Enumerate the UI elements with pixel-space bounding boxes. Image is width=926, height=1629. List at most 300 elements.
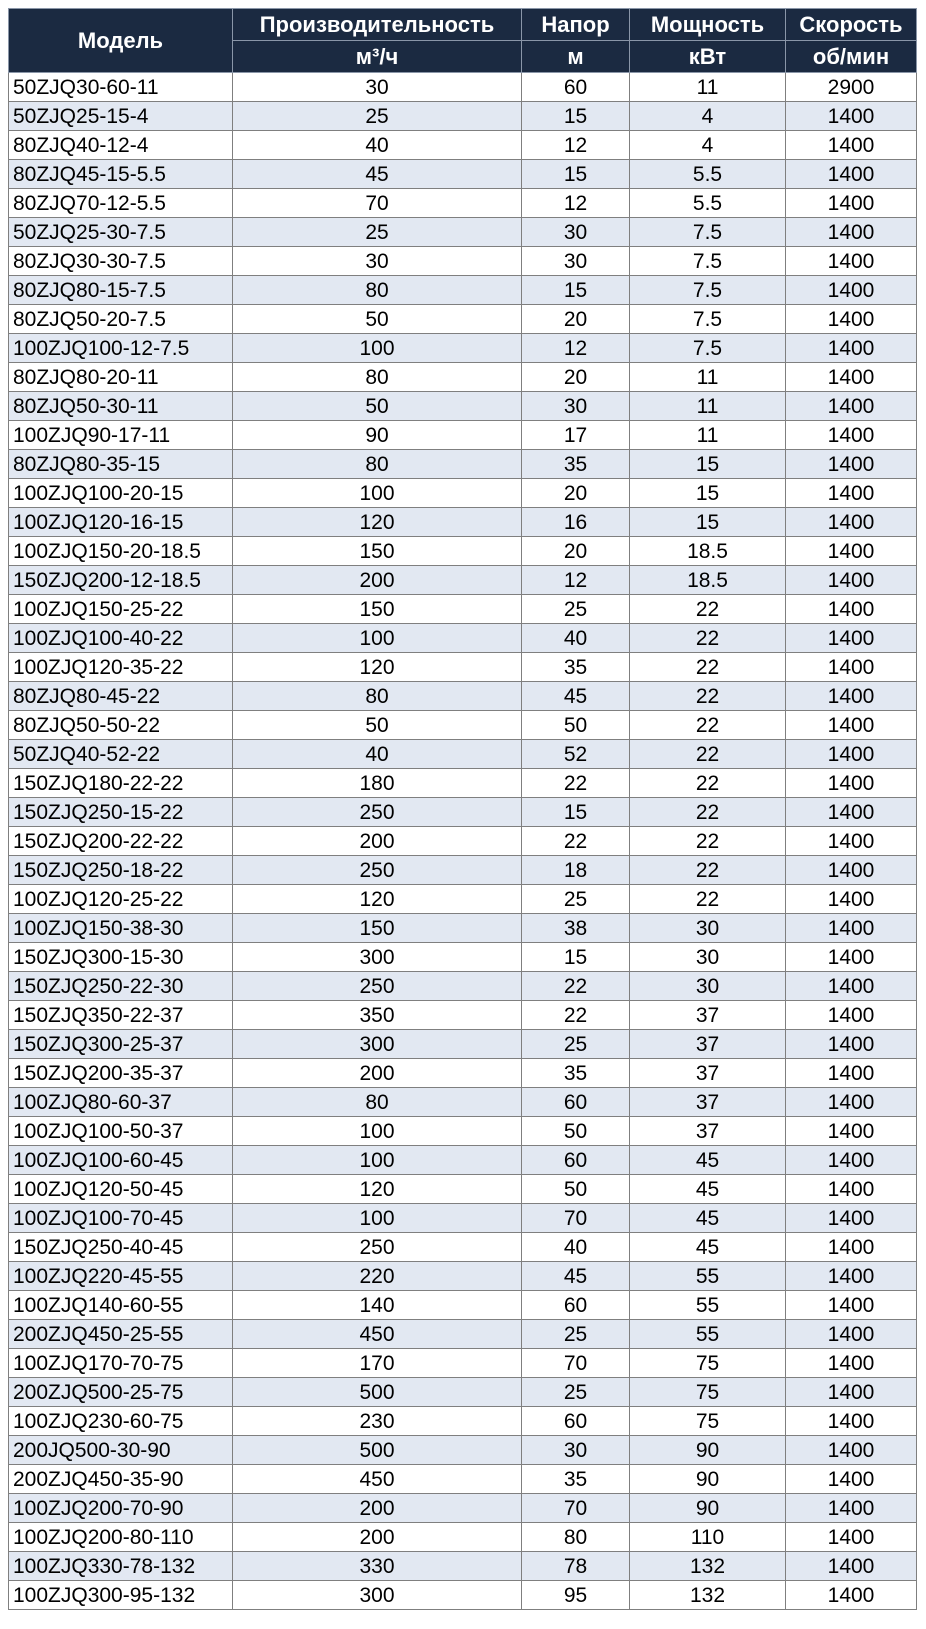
head-cell: 70 xyxy=(522,1494,630,1523)
table-row xyxy=(9,392,917,421)
flow-cell: 200 xyxy=(233,1494,522,1523)
model-cell: 200ZJQ450-25-55 xyxy=(9,1320,233,1349)
power-cell: 15 xyxy=(630,508,786,537)
model-cell: 80ZJQ45-15-5.5 xyxy=(9,160,233,189)
flow-cell: 450 xyxy=(233,1465,522,1494)
model-cell: 50ZJQ30-60-11 xyxy=(9,73,233,102)
table-row xyxy=(9,479,917,508)
flow-cell: 330 xyxy=(233,1552,522,1581)
power-cell: 22 xyxy=(630,769,786,798)
table-row xyxy=(9,1262,917,1291)
speed-cell: 1400 xyxy=(786,1523,917,1552)
model-cell: 150ZJQ300-15-30 xyxy=(9,943,233,972)
table-row xyxy=(9,1320,917,1349)
table-row xyxy=(9,1494,917,1523)
flow-cell: 50 xyxy=(233,392,522,421)
power-cell: 37 xyxy=(630,1030,786,1059)
flow-cell: 100 xyxy=(233,479,522,508)
speed-cell: 1400 xyxy=(786,682,917,711)
head-cell: 20 xyxy=(522,305,630,334)
head-cell: 70 xyxy=(522,1204,630,1233)
head-cell: 35 xyxy=(522,653,630,682)
head-cell: 20 xyxy=(522,537,630,566)
model-cell: 200JQ500-30-90 xyxy=(9,1436,233,1465)
table-row xyxy=(9,1204,917,1233)
head-cell: 30 xyxy=(522,247,630,276)
model-cell: 100ZJQ230-60-75 xyxy=(9,1407,233,1436)
model-cell: 100ZJQ100-50-37 xyxy=(9,1117,233,1146)
power-cell: 7.5 xyxy=(630,305,786,334)
head-cell: 60 xyxy=(522,1291,630,1320)
speed-cell: 1400 xyxy=(786,827,917,856)
table-row xyxy=(9,856,917,885)
head-cell: 15 xyxy=(522,276,630,305)
power-cell: 30 xyxy=(630,972,786,1001)
flow-cell: 30 xyxy=(233,73,522,102)
model-cell: 50ZJQ25-15-4 xyxy=(9,102,233,131)
model-cell: 100ZJQ120-16-15 xyxy=(9,508,233,537)
power-cell: 22 xyxy=(630,653,786,682)
speed-column-header: Скорость xyxy=(786,9,917,41)
power-cell: 37 xyxy=(630,1001,786,1030)
speed-cell: 1400 xyxy=(786,102,917,131)
flow-cell: 80 xyxy=(233,682,522,711)
power-cell: 22 xyxy=(630,711,786,740)
flow-cell: 80 xyxy=(233,450,522,479)
power-cell: 7.5 xyxy=(630,218,786,247)
model-cell: 100ZJQ100-40-22 xyxy=(9,624,233,653)
model-cell: 80ZJQ50-20-7.5 xyxy=(9,305,233,334)
power-cell: 22 xyxy=(630,624,786,653)
model-cell: 150ZJQ250-18-22 xyxy=(9,856,233,885)
head-unit: м xyxy=(522,41,630,73)
head-cell: 38 xyxy=(522,914,630,943)
speed-cell: 1400 xyxy=(786,276,917,305)
table-row xyxy=(9,914,917,943)
speed-cell: 1400 xyxy=(786,1001,917,1030)
power-cell: 45 xyxy=(630,1175,786,1204)
flow-cell: 80 xyxy=(233,1088,522,1117)
flow-cell: 40 xyxy=(233,740,522,769)
model-cell: 150ZJQ200-22-22 xyxy=(9,827,233,856)
power-cell: 45 xyxy=(630,1146,786,1175)
flow-cell: 80 xyxy=(233,276,522,305)
head-cell: 17 xyxy=(522,421,630,450)
flow-cell: 230 xyxy=(233,1407,522,1436)
flow-cell: 250 xyxy=(233,1233,522,1262)
speed-cell: 1400 xyxy=(786,1494,917,1523)
power-cell: 11 xyxy=(630,392,786,421)
table-row xyxy=(9,595,917,624)
head-cell: 22 xyxy=(522,827,630,856)
head-cell: 18 xyxy=(522,856,630,885)
table-body xyxy=(9,73,917,1610)
flow-cell: 100 xyxy=(233,334,522,363)
head-cell: 20 xyxy=(522,479,630,508)
model-cell: 100ZJQ200-80-110 xyxy=(9,1523,233,1552)
flow-cell: 90 xyxy=(233,421,522,450)
pump-specs-table xyxy=(8,8,917,1610)
model-cell: 80ZJQ80-20-11 xyxy=(9,363,233,392)
model-cell: 200ZJQ450-35-90 xyxy=(9,1465,233,1494)
speed-cell: 1400 xyxy=(786,711,917,740)
model-cell: 100ZJQ150-25-22 xyxy=(9,595,233,624)
speed-cell: 1400 xyxy=(786,798,917,827)
table-row xyxy=(9,334,917,363)
model-cell: 80ZJQ50-50-22 xyxy=(9,711,233,740)
flow-cell: 150 xyxy=(233,595,522,624)
flow-cell: 180 xyxy=(233,769,522,798)
speed-cell: 1400 xyxy=(786,943,917,972)
model-cell: 100ZJQ200-70-90 xyxy=(9,1494,233,1523)
table-row xyxy=(9,1059,917,1088)
flow-cell: 250 xyxy=(233,798,522,827)
head-cell: 15 xyxy=(522,943,630,972)
power-cell: 22 xyxy=(630,682,786,711)
power-cell: 30 xyxy=(630,943,786,972)
model-cell: 200ZJQ500-25-75 xyxy=(9,1378,233,1407)
table-row xyxy=(9,1465,917,1494)
head-cell: 15 xyxy=(522,102,630,131)
table-row xyxy=(9,1523,917,1552)
power-cell: 37 xyxy=(630,1059,786,1088)
flow-cell: 25 xyxy=(233,102,522,131)
model-cell: 80ZJQ50-30-11 xyxy=(9,392,233,421)
table-row xyxy=(9,189,917,218)
power-cell: 45 xyxy=(630,1204,786,1233)
flow-cell: 140 xyxy=(233,1291,522,1320)
flow-unit: м³/ч xyxy=(233,41,522,73)
flow-cell: 150 xyxy=(233,914,522,943)
power-cell: 55 xyxy=(630,1320,786,1349)
speed-cell: 1400 xyxy=(786,914,917,943)
head-cell: 80 xyxy=(522,1523,630,1552)
speed-cell: 1400 xyxy=(786,1552,917,1581)
speed-cell: 1400 xyxy=(786,1088,917,1117)
head-cell: 78 xyxy=(522,1552,630,1581)
power-cell: 55 xyxy=(630,1262,786,1291)
head-cell: 25 xyxy=(522,595,630,624)
power-cell: 22 xyxy=(630,827,786,856)
head-cell: 12 xyxy=(522,334,630,363)
speed-cell: 1400 xyxy=(786,450,917,479)
head-cell: 30 xyxy=(522,1436,630,1465)
table-row xyxy=(9,247,917,276)
flow-cell: 300 xyxy=(233,1581,522,1610)
model-cell: 100ZJQ220-45-55 xyxy=(9,1262,233,1291)
head-cell: 20 xyxy=(522,363,630,392)
speed-cell: 1400 xyxy=(786,972,917,1001)
table-row xyxy=(9,653,917,682)
head-cell: 25 xyxy=(522,1378,630,1407)
table-row xyxy=(9,1349,917,1378)
power-cell: 5.5 xyxy=(630,189,786,218)
speed-cell: 2900 xyxy=(786,73,917,102)
model-cell: 100ZJQ120-50-45 xyxy=(9,1175,233,1204)
table-row xyxy=(9,1117,917,1146)
speed-cell: 1400 xyxy=(786,740,917,769)
speed-cell: 1400 xyxy=(786,1320,917,1349)
table-row xyxy=(9,73,917,102)
speed-cell: 1400 xyxy=(786,1117,917,1146)
speed-cell: 1400 xyxy=(786,1581,917,1610)
flow-cell: 120 xyxy=(233,1175,522,1204)
model-cell: 50ZJQ40-52-22 xyxy=(9,740,233,769)
table-row xyxy=(9,276,917,305)
flow-cell: 200 xyxy=(233,566,522,595)
model-cell: 100ZJQ100-20-15 xyxy=(9,479,233,508)
power-cell: 75 xyxy=(630,1349,786,1378)
power-cell: 37 xyxy=(630,1088,786,1117)
table-row xyxy=(9,943,917,972)
power-cell: 45 xyxy=(630,1233,786,1262)
speed-cell: 1400 xyxy=(786,1349,917,1378)
flow-cell: 120 xyxy=(233,885,522,914)
speed-cell: 1400 xyxy=(786,1378,917,1407)
speed-cell: 1400 xyxy=(786,218,917,247)
power-cell: 7.5 xyxy=(630,247,786,276)
model-cell: 150ZJQ350-22-37 xyxy=(9,1001,233,1030)
table-row xyxy=(9,102,917,131)
flow-cell: 500 xyxy=(233,1378,522,1407)
speed-cell: 1400 xyxy=(786,1059,917,1088)
speed-cell: 1400 xyxy=(786,479,917,508)
table-row xyxy=(9,1175,917,1204)
speed-cell: 1400 xyxy=(786,131,917,160)
model-cell: 150ZJQ250-40-45 xyxy=(9,1233,233,1262)
power-cell: 22 xyxy=(630,798,786,827)
table-row xyxy=(9,740,917,769)
table-row xyxy=(9,682,917,711)
flow-column-header: Производительность xyxy=(233,9,522,41)
head-cell: 95 xyxy=(522,1581,630,1610)
table-row xyxy=(9,1030,917,1059)
power-cell: 75 xyxy=(630,1407,786,1436)
power-cell: 11 xyxy=(630,363,786,392)
table-row xyxy=(9,1146,917,1175)
table-row xyxy=(9,1436,917,1465)
flow-cell: 170 xyxy=(233,1349,522,1378)
head-cell: 70 xyxy=(522,1349,630,1378)
speed-cell: 1400 xyxy=(786,189,917,218)
table-row xyxy=(9,798,917,827)
table-row xyxy=(9,305,917,334)
table-row xyxy=(9,218,917,247)
speed-unit: об/мин xyxy=(786,41,917,73)
model-cell: 80ZJQ40-12-4 xyxy=(9,131,233,160)
head-cell: 40 xyxy=(522,624,630,653)
power-cell: 18.5 xyxy=(630,566,786,595)
flow-cell: 120 xyxy=(233,653,522,682)
power-cell: 22 xyxy=(630,885,786,914)
table-row xyxy=(9,972,917,1001)
head-cell: 15 xyxy=(522,798,630,827)
speed-cell: 1400 xyxy=(786,160,917,189)
speed-cell: 1400 xyxy=(786,1146,917,1175)
table-row xyxy=(9,827,917,856)
table-row xyxy=(9,566,917,595)
model-cell: 100ZJQ150-20-18.5 xyxy=(9,537,233,566)
model-cell: 150ZJQ200-12-18.5 xyxy=(9,566,233,595)
flow-cell: 40 xyxy=(233,131,522,160)
table-row xyxy=(9,1001,917,1030)
model-cell: 100ZJQ140-60-55 xyxy=(9,1291,233,1320)
flow-cell: 300 xyxy=(233,1030,522,1059)
flow-cell: 100 xyxy=(233,1146,522,1175)
power-cell: 4 xyxy=(630,131,786,160)
speed-cell: 1400 xyxy=(786,624,917,653)
flow-cell: 220 xyxy=(233,1262,522,1291)
head-column-header: Напор xyxy=(522,9,630,41)
model-cell: 100ZJQ330-78-132 xyxy=(9,1552,233,1581)
head-cell: 30 xyxy=(522,392,630,421)
speed-cell: 1400 xyxy=(786,1291,917,1320)
power-cell: 90 xyxy=(630,1436,786,1465)
table-row xyxy=(9,508,917,537)
table-row xyxy=(9,769,917,798)
head-cell: 12 xyxy=(522,189,630,218)
head-cell: 15 xyxy=(522,160,630,189)
power-cell: 30 xyxy=(630,914,786,943)
power-column-header: Мощность xyxy=(630,9,786,41)
power-cell: 11 xyxy=(630,421,786,450)
speed-cell: 1400 xyxy=(786,885,917,914)
speed-cell: 1400 xyxy=(786,1465,917,1494)
power-cell: 90 xyxy=(630,1494,786,1523)
power-cell: 22 xyxy=(630,595,786,624)
table-row xyxy=(9,421,917,450)
flow-cell: 30 xyxy=(233,247,522,276)
head-cell: 50 xyxy=(522,1175,630,1204)
power-cell: 132 xyxy=(630,1581,786,1610)
head-cell: 45 xyxy=(522,682,630,711)
power-cell: 110 xyxy=(630,1523,786,1552)
model-cell: 150ZJQ250-15-22 xyxy=(9,798,233,827)
power-cell: 18.5 xyxy=(630,537,786,566)
model-cell: 80ZJQ80-45-22 xyxy=(9,682,233,711)
model-cell: 100ZJQ120-35-22 xyxy=(9,653,233,682)
head-cell: 30 xyxy=(522,218,630,247)
head-cell: 12 xyxy=(522,131,630,160)
speed-cell: 1400 xyxy=(786,1436,917,1465)
model-cell: 100ZJQ100-70-45 xyxy=(9,1204,233,1233)
speed-cell: 1400 xyxy=(786,1407,917,1436)
flow-cell: 70 xyxy=(233,189,522,218)
speed-cell: 1400 xyxy=(786,653,917,682)
power-cell: 90 xyxy=(630,1465,786,1494)
table-row xyxy=(9,1088,917,1117)
speed-cell: 1400 xyxy=(786,1030,917,1059)
flow-cell: 200 xyxy=(233,827,522,856)
speed-cell: 1400 xyxy=(786,856,917,885)
header-row xyxy=(9,9,917,41)
head-cell: 25 xyxy=(522,885,630,914)
head-cell: 50 xyxy=(522,711,630,740)
model-cell: 100ZJQ120-25-22 xyxy=(9,885,233,914)
power-cell: 15 xyxy=(630,450,786,479)
head-cell: 35 xyxy=(522,1465,630,1494)
flow-cell: 80 xyxy=(233,363,522,392)
flow-cell: 450 xyxy=(233,1320,522,1349)
head-cell: 22 xyxy=(522,972,630,1001)
head-cell: 50 xyxy=(522,1117,630,1146)
table-row xyxy=(9,1552,917,1581)
flow-cell: 250 xyxy=(233,856,522,885)
flow-cell: 150 xyxy=(233,537,522,566)
flow-cell: 100 xyxy=(233,1117,522,1146)
head-cell: 45 xyxy=(522,1262,630,1291)
power-cell: 55 xyxy=(630,1291,786,1320)
model-cell: 80ZJQ70-12-5.5 xyxy=(9,189,233,218)
table-row xyxy=(9,1581,917,1610)
power-cell: 4 xyxy=(630,102,786,131)
table-row xyxy=(9,1233,917,1262)
model-cell: 100ZJQ100-12-7.5 xyxy=(9,334,233,363)
head-cell: 22 xyxy=(522,769,630,798)
speed-cell: 1400 xyxy=(786,363,917,392)
flow-cell: 25 xyxy=(233,218,522,247)
model-cell: 100ZJQ150-38-30 xyxy=(9,914,233,943)
flow-cell: 500 xyxy=(233,1436,522,1465)
table-row xyxy=(9,624,917,653)
power-cell: 22 xyxy=(630,740,786,769)
speed-cell: 1400 xyxy=(786,1233,917,1262)
power-unit: кВт xyxy=(630,41,786,73)
speed-cell: 1400 xyxy=(786,247,917,276)
power-cell: 22 xyxy=(630,856,786,885)
table-row xyxy=(9,537,917,566)
flow-cell: 300 xyxy=(233,943,522,972)
flow-cell: 50 xyxy=(233,711,522,740)
speed-cell: 1400 xyxy=(786,392,917,421)
head-cell: 12 xyxy=(522,566,630,595)
speed-cell: 1400 xyxy=(786,305,917,334)
speed-cell: 1400 xyxy=(786,537,917,566)
table-header xyxy=(9,9,917,73)
power-cell: 11 xyxy=(630,73,786,102)
model-cell: 150ZJQ180-22-22 xyxy=(9,769,233,798)
power-cell: 7.5 xyxy=(630,276,786,305)
head-cell: 60 xyxy=(522,1407,630,1436)
flow-cell: 100 xyxy=(233,624,522,653)
flow-cell: 50 xyxy=(233,305,522,334)
head-cell: 60 xyxy=(522,73,630,102)
power-cell: 132 xyxy=(630,1552,786,1581)
table-row xyxy=(9,131,917,160)
speed-cell: 1400 xyxy=(786,1175,917,1204)
power-cell: 75 xyxy=(630,1378,786,1407)
head-cell: 25 xyxy=(522,1320,630,1349)
model-cell: 150ZJQ200-35-37 xyxy=(9,1059,233,1088)
model-column-header: Модель xyxy=(9,9,233,73)
table-row xyxy=(9,885,917,914)
head-cell: 16 xyxy=(522,508,630,537)
model-cell: 100ZJQ80-60-37 xyxy=(9,1088,233,1117)
head-cell: 60 xyxy=(522,1088,630,1117)
model-cell: 100ZJQ300-95-132 xyxy=(9,1581,233,1610)
head-cell: 35 xyxy=(522,1059,630,1088)
speed-cell: 1400 xyxy=(786,1204,917,1233)
speed-cell: 1400 xyxy=(786,1262,917,1291)
head-cell: 52 xyxy=(522,740,630,769)
table-row xyxy=(9,363,917,392)
model-cell: 100ZJQ170-70-75 xyxy=(9,1349,233,1378)
speed-cell: 1400 xyxy=(786,334,917,363)
flow-cell: 250 xyxy=(233,972,522,1001)
model-cell: 80ZJQ30-30-7.5 xyxy=(9,247,233,276)
table-row xyxy=(9,1291,917,1320)
model-cell: 150ZJQ300-25-37 xyxy=(9,1030,233,1059)
